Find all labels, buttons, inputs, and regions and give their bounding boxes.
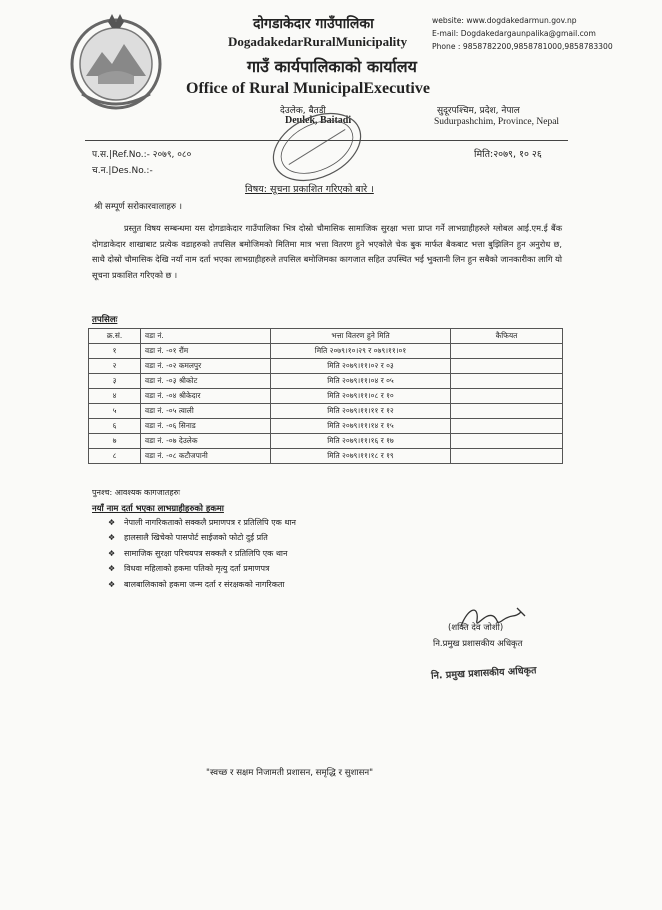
cell-ward: वडा नं. -०२ कमलपुर <box>141 359 271 374</box>
cell-date: मिति २०७९।१०।२९ र ०७९।११।०१ <box>271 344 451 359</box>
table-row <box>89 419 563 434</box>
list-item: ❖ हालसालै खिचेको पासपोर्ट साईजको फोटो दुई प्रति <box>108 530 296 545</box>
list-item: ❖ नेपाली नागरिकताको सक्कलै प्रमाणपत्र र प्रतिलिपि एक थान <box>108 515 296 530</box>
table-row <box>89 374 563 389</box>
cell-serial: ७ <box>89 434 141 449</box>
motto-footer: "स्वच्छ र सक्षम निजामती प्रशासन, समृद्धि र सुशासन" <box>206 768 374 778</box>
designation-stamp: नि. प्रमुख प्रशासकीय अधिकृत <box>430 665 537 682</box>
cell-serial: १ <box>89 344 141 359</box>
requirements-heading: नयाँ नाम दर्ता भएका लाभग्राहीहरुको हकमा <box>92 503 224 513</box>
table-row <box>89 389 563 404</box>
nepal-emblem-logo <box>68 14 164 114</box>
cell-date: मिति २०७९।११।११ र १२ <box>271 404 451 419</box>
address-english: Deulek, Baitadi <box>285 115 352 126</box>
cell-date: मिति २०७९।११।०८ र १० <box>271 389 451 404</box>
required-documents-list <box>108 515 296 592</box>
cell-serial: ८ <box>89 449 141 464</box>
table-header-row <box>89 329 563 344</box>
header-remarks: कैफियत <box>451 329 563 344</box>
cell-remarks <box>451 449 563 464</box>
office-name-english: Office of Rural MunicipalExecutive <box>186 80 430 97</box>
cell-remarks <box>451 344 563 359</box>
table-row <box>89 404 563 419</box>
notice-paragraph: प्रस्तुत विषय सम्बन्धमा यस दोगडाकेदार गाउँपालिका भित्र दोस्रो चौमासिक सामाजिक सुरक्षा भत्ता प्राप्त गर्ने लाभग्राहीहरुले ग्लोबल आई.एम.ई बैंक दोगडाकेदार शाखाबाट प्रत्येक वडाहरुको तपसिल बमोजिमको मितिमा मात्र भत्ता वितरण हुने भएकोले चेक बुक मार्फत बैकबाट भत्ता बुझिलिन हुन अनुरोध छ, साथै दोस्रो चौमासिक देखि नयाँ नाम दर्ता भएका लाभग्राहीहरुले तपसिल बमोजिमका कागजात सहित उपस्थित भई भुक्तानी लिन हुन सबैको जानकारीका लागि यो सूचना प्रकाशित गरिएको छ । <box>92 223 562 280</box>
subject-line: विषय: सूचना प्रकाशित गरिएको बारे । <box>245 184 374 195</box>
cell-ward: वडा नं. -०३ श्रीकोट <box>141 374 271 389</box>
contact-block <box>432 14 613 53</box>
list-item: ❖ बालबालिकाको हकमा जन्म दर्ता र संरक्षकको नागरिकता <box>108 577 296 592</box>
table-row <box>89 449 563 464</box>
cell-serial: २ <box>89 359 141 374</box>
cell-date: मिति २०७९।११।१६ र १७ <box>271 434 451 449</box>
email-text: E-mail: Dogdakedargaunpalika@gmail.com <box>432 29 596 38</box>
distribution-schedule-table <box>88 328 563 464</box>
province-nepali: सुदूरपश्चिम, प्रदेश, नेपाल <box>437 106 520 116</box>
header-ward: वडा नं. <box>141 329 271 344</box>
cell-remarks <box>451 419 563 434</box>
letter-date: मिति:२०७९, १० २६ <box>474 149 542 160</box>
header-date: भत्ता वितरण हुने मिति <box>271 329 451 344</box>
cell-ward: वडा नं. -०५ त्वाली <box>141 404 271 419</box>
header-divider <box>85 140 568 141</box>
office-stamp-seal <box>262 107 372 187</box>
cell-serial: ६ <box>89 419 141 434</box>
table-row <box>89 434 563 449</box>
notice-body <box>92 221 562 283</box>
cell-ward: वडा नं. -०६ सिनाड <box>141 419 271 434</box>
list-item: ❖ सामाजिक सुरक्षा परिचयपत्र सक्कलै र प्रतिलिपि एक थान <box>108 546 296 561</box>
cell-remarks <box>451 389 563 404</box>
cell-serial: ३ <box>89 374 141 389</box>
header-serial: क्र.सं. <box>89 329 141 344</box>
cell-date: मिति २०७९।११।१८ र १९ <box>271 449 451 464</box>
signatory-post: नि.प्रमुख प्रशासकीय अधिकृत <box>433 639 523 649</box>
cell-ward: वडा नं. -०१ रौंम <box>141 344 271 359</box>
schedule-label: तपसिलः <box>92 315 118 325</box>
province-english: Sudurpashchim, Province, Nepal <box>434 117 560 127</box>
reference-number: प.स.|Ref.No.:- २०७९, ०८० <box>92 150 192 160</box>
salutation: श्री सम्पूर्ण सरोकारवालाहरु । <box>94 202 183 212</box>
requirements-intro: पुनश्च: आवश्यक कागजातहरुः <box>92 488 180 497</box>
table-row <box>89 344 563 359</box>
municipality-name-nepali: दोगडाकेदार गाउँपालिका <box>253 16 374 32</box>
cell-remarks <box>451 404 563 419</box>
table-row <box>89 359 563 374</box>
phone-text: Phone : 9858782200,9858781000,9858783300 <box>432 42 613 51</box>
municipality-name-english: DogadakedarRuralMunicipality <box>228 34 408 49</box>
cell-ward: वडा नं. -०७ देउलेक <box>141 434 271 449</box>
cell-remarks <box>451 359 563 374</box>
website-text: website: www.dogdakedarmun.gov.np <box>432 16 577 25</box>
cell-date: मिति २०७९।११।०२ र ०३ <box>271 359 451 374</box>
cell-date: मिति २०७९।११।१४ र १५ <box>271 419 451 434</box>
signatory-name: (शक्ति देव जोशी) <box>448 623 504 633</box>
cell-serial: ५ <box>89 404 141 419</box>
cell-date: मिति २०७९।११।०४ र ०५ <box>271 374 451 389</box>
address-nepali: देउलेक, बैतडी <box>280 106 326 116</box>
cell-remarks <box>451 434 563 449</box>
dispatch-number: च.न.|Des.No.:- <box>92 166 153 176</box>
cell-serial: ४ <box>89 389 141 404</box>
cell-ward: वडा नं. -०४ श्रीकेदार <box>141 389 271 404</box>
cell-remarks <box>451 374 563 389</box>
cell-ward: वडा नं. -०८ कटौजपानी <box>141 449 271 464</box>
office-name-nepali: गाउँ कार्यपालिकाको कार्यालय <box>247 57 417 76</box>
list-item: ❖ विधवा महिलाको हकमा पतिको मृत्यु दर्ता प्रमाणपत्र <box>108 561 296 576</box>
